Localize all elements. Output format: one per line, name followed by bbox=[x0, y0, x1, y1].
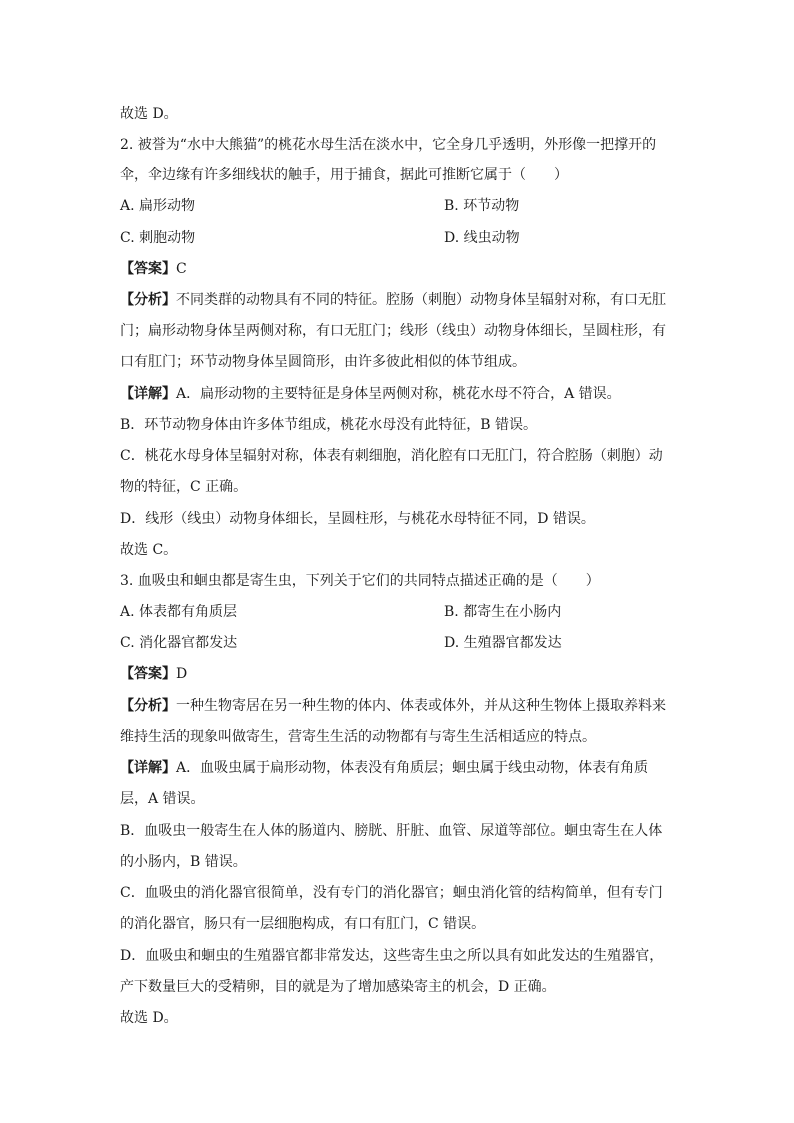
analysis-text: 不同类群的动物具有不同的特征。腔肠（刺胞）动物身体呈辐射对称，有口无肛 bbox=[176, 292, 666, 308]
q3-detail-b-2: 的小肠内，B 错误。 bbox=[120, 854, 247, 870]
q2-detail-c-1: C．桃花水母身体呈辐射对称，体表有刺细胞，消化腔有口无肛门，符合腔肠（刺胞）动 bbox=[120, 448, 663, 464]
q3-conclusion: 故选 D。 bbox=[120, 1010, 178, 1026]
q2-analysis-line-3: 口有肛门；环节动物身体呈圆筒形，由许多彼此相似的体节组成。 bbox=[120, 354, 526, 370]
q3-answer bbox=[120, 664, 187, 684]
q1-conclusion: 故选 D。 bbox=[120, 106, 178, 122]
q2-stem-line-1: 2. 被誉为“水中大熊猫”的桃花水母生活在淡水中，它全身几乎透明，外形像一把撑开的 bbox=[120, 137, 657, 153]
detail-text: A．血吸虫属于扁形动物，体表没有角质层；蛔虫属于线虫动物，体表有角质 bbox=[176, 760, 649, 776]
q3-option-c: C. 消化器官都发达 bbox=[120, 635, 238, 651]
q3-analysis-line-2: 维持生活的现象叫做寄生，营寄生生活的动物都有与寄生生活相适应的特点。 bbox=[120, 729, 596, 745]
q3-detail-c-2: 的消化器官，肠只有一层细胞构成，有口有肛门，C 错误。 bbox=[120, 916, 486, 932]
detail-tag: 【详解】 bbox=[120, 760, 176, 776]
q3-option-d: D. 生殖器官都发达 bbox=[444, 635, 562, 651]
q3-detail-d-2: 产下数量巨大的受精卵，目的就是为了增加感染寄主的机会，D 正确。 bbox=[120, 979, 556, 995]
answer-tag: 【答案】 bbox=[120, 261, 176, 277]
detail-text: A．扁形动物的主要特征是身体呈两侧对称，桃花水母不符合，A 错误。 bbox=[176, 386, 621, 402]
q3-detail-c-1: C．血吸虫的消化器官很简单，没有专门的消化器官；蛔虫消化管的结构简单，但有专门 bbox=[120, 885, 663, 901]
q2-option-d: D. 线虫动物 bbox=[444, 230, 520, 246]
analysis-text: 一种生物寄居在另一种生物的体内、体表或体外，并从这种生物体上摄取养料来 bbox=[176, 698, 666, 714]
q2-conclusion: 故选 C。 bbox=[120, 542, 178, 558]
q2-detail-b: B．环节动物身体由许多体节组成，桃花水母没有此特征，B 错误。 bbox=[120, 417, 538, 433]
q3-detail-b-1: B．血吸虫一般寄生在人体的肠道内、膀胱、肝脏、血管、尿道等部位。蛔虫寄生在人体 bbox=[120, 823, 663, 839]
answer-tag: 【答案】 bbox=[120, 666, 176, 682]
q3-detail-d-1: D．血吸虫和蛔虫的生殖器官都非常发达，这些寄生虫之所以具有如此发达的生殖器官， bbox=[120, 948, 664, 964]
analysis-tag: 【分析】 bbox=[120, 698, 176, 714]
answer-value: D bbox=[176, 666, 188, 682]
q2-stem-line-2: 伞，伞边缘有许多细线状的触手，用于捕食，据此可推断它属于（ ） bbox=[120, 167, 568, 183]
q3-option-b: B. 都寄生在小肠内 bbox=[444, 604, 562, 620]
analysis-tag: 【分析】 bbox=[120, 292, 176, 308]
q2-option-a: A. 扁形动物 bbox=[120, 198, 196, 214]
q3-detail-a-2: 层，A 错误。 bbox=[120, 791, 205, 807]
q3-stem-line-1: 3. 血吸虫和蛔虫都是寄生虫，下列关于它们的共同特点描述正确的是（ ） bbox=[120, 573, 600, 589]
q2-analysis-line-1 bbox=[120, 290, 666, 310]
detail-tag: 【详解】 bbox=[120, 386, 176, 402]
q2-detail-d: D．线形（线虫）动物身体细长，呈圆柱形，与桃花水母特征不同，D 错误。 bbox=[120, 511, 595, 527]
q3-detail-a-1 bbox=[120, 758, 648, 778]
q2-detail-a bbox=[120, 384, 621, 404]
q2-option-c: C. 刺胞动物 bbox=[120, 230, 196, 246]
q2-option-b: B. 环节动物 bbox=[444, 198, 520, 214]
answer-value: C bbox=[176, 261, 187, 277]
q2-answer bbox=[120, 259, 187, 279]
q3-analysis-line-1 bbox=[120, 696, 666, 716]
q3-option-a: A. 体表都有角质层 bbox=[120, 604, 238, 620]
q2-analysis-line-2: 门；扁形动物身体呈两侧对称，有口无肛门；线形（线虫）动物身体细长，呈圆柱形，有 bbox=[120, 323, 666, 339]
q2-detail-c-2: 物的特征，C 正确。 bbox=[120, 479, 248, 495]
